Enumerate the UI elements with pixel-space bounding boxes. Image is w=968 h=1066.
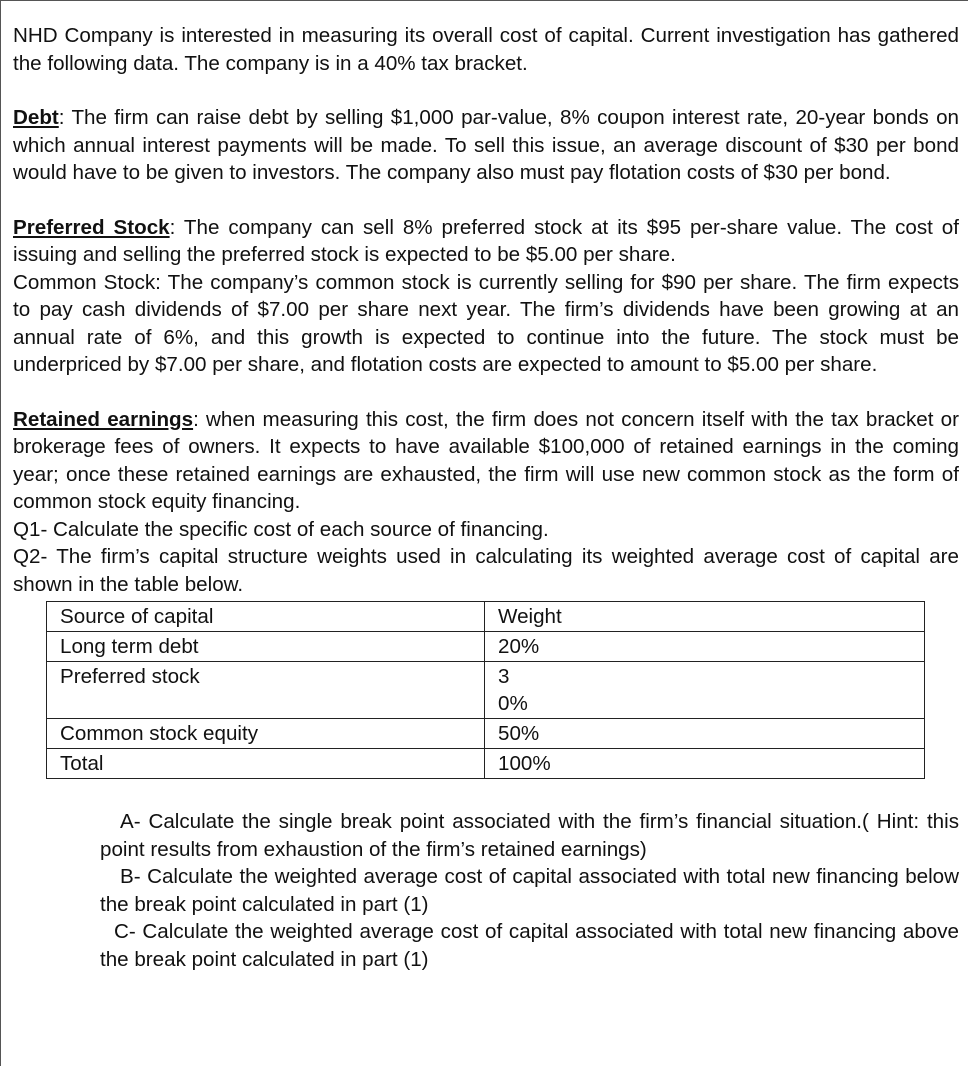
header-source: Source of capital [47,602,485,632]
part-b: B- Calculate the weighted average cost of capital associated with total new financing below the break point calculated in part (1) [100,865,959,916]
row-weight: 100% [485,749,925,779]
intro-paragraph: NHD Company is interested in measuring its overall cost of capital. Current investigation has gathered the following data. The company is in a 40% tax bracket. [13,24,959,75]
question-1: Q1- Calculate the specific cost of each source of financing. [13,517,549,541]
row-weight: 50% [485,719,925,749]
retained-term: Retained earnings [13,407,194,431]
preferred-paragraph [13,214,959,269]
row-source: Long term debt [47,632,485,662]
sub-questions [100,808,959,973]
row-source: Preferred stock [47,662,485,719]
table-row [47,749,925,779]
header-weight: Weight [485,602,925,632]
part-a: A- Calculate the single break point associated with the firm’s financial situation.( Hint: this point results from exhaustion of the firm’s retained earnings) [100,810,959,861]
page-top-border [0,0,968,1]
document-content [13,22,959,973]
debt-paragraph [13,104,959,187]
row-weight: 3 0% [485,662,925,719]
debt-text: : The firm can raise debt by selling $1,000 par-value, 8% coupon interest rate, 20-year bonds on which annual interest payments will be made. To sell this issue, an average discount of $30 per bond would have to be given to investors. The company also must pay flotation costs of $30 per bond. [13,106,959,184]
row-weight: 20% [485,632,925,662]
retained-text: : when measuring this cost, the firm does not concern itself with the tax bracket or brokerage fees of owners. It expects to have available $100,000 of retained earnings in the coming year; once these retained earnings are exhausted, the firm will use new common stock as the form of common stock equity financing. [13,407,959,513]
table-row [47,719,925,749]
debt-term: Debt [13,106,59,129]
table-row [47,662,925,719]
preferred-text: : The company can sell 8% preferred stock at its $95 per-share value. The cost of issuing and selling the preferred stock is expected to be $5.00 per share. [13,215,959,266]
table-row [47,632,925,662]
row-source: Common stock equity [47,719,485,749]
preferred-term: Preferred Stock [13,215,170,239]
retained-paragraph [13,406,959,516]
capital-weights-table [46,601,925,779]
part-c: C- Calculate the weighted average cost of capital associated with total new financing above the break point calculated in part (1) [100,920,959,971]
row-source: Total [47,749,485,779]
common-paragraph: Common Stock: The company’s common stock is currently selling for $90 per share. The firm expects to pay cash dividends of $7.00 per share next year. The firm’s dividends have been growing at an annual rate of 6%, and this growth is expected to continue into the future. The stock must be underpriced by $7.00 per share, and flotation costs are expected to amount to $5.00 per share. [13,270,959,376]
page-left-border [0,0,1,1066]
table-header-row [47,602,925,632]
question-2: Q2- The firm’s capital structure weights used in calculating its weighted average cost of capital are shown in the table below. [13,545,959,596]
